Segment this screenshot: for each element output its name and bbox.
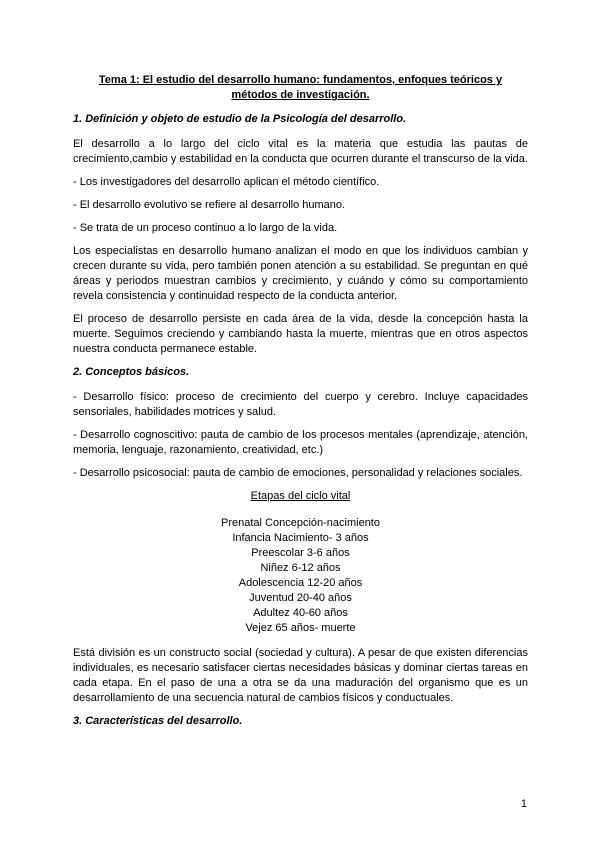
section-2-heading: 2. Conceptos básicos. — [73, 366, 190, 378]
section-1-bullet-1: - Los investigadores del desarrollo aplican el método científico. — [73, 176, 380, 188]
section-1-paragraph-1: El desarrollo a lo largo del ciclo vital es la materia que estudia las pautas de crecimiento,cambio y estabilidad en la conducta que ocurren durante el transcurso de la vida. — [73, 138, 528, 165]
section-1-paragraph-2: Los especialistas en desarrollo humano analizan el modo en que los individuos cambian y crecen durante su vida, pero también ponen atención a su estabilidad. Se preguntan en qué áreas y periodos muestran cambios y crecimiento, y cuándo y cómo su comportamiento revela consistencia y continuidad respecto de la conducta anterior. — [73, 245, 528, 302]
section-2-physical-development: - Desarrollo físico: proceso de crecimiento del cuerpo y cerebro. Incluye capacidades sensoriales, habilidades motrices y salud. — [73, 391, 528, 418]
section-1-bullet-2: - El desarrollo evolutivo se refiere al desarrollo humano. — [73, 199, 346, 211]
title-line-2: métodos de investigación. — [231, 89, 370, 101]
section-1-paragraph-3: El proceso de desarrollo persiste en cada área de la vida, desde la concepción hasta la muerte. Seguimos creciendo y cambiando hasta la muerte, mientras que en otros aspectos nuestra conducta permanece estable. — [73, 313, 528, 355]
stage-item: Adolescencia 12-20 años — [238, 577, 363, 589]
title-line-1: Tema 1: El estudio del desarrollo humano: fundamentos, enfoques teóricos y — [98, 74, 503, 86]
stage-item: Niñez 6-12 años — [260, 562, 341, 574]
document-title — [73, 73, 528, 103]
stages-title: Etapas del ciclo vital — [250, 490, 351, 502]
section-2-psychosocial-development: - Desarrollo psicosocial: pauta de cambio de emociones, personalidad y relaciones sociales. — [73, 467, 523, 479]
stages-list — [73, 516, 528, 636]
section-2-cognitive-development: - Desarrollo cognoscitivo: pauta de cambio de los procesos mentales (aprendizaje, atención, memoria, lenguaje, razonamiento, creatividad, etc.) — [73, 429, 528, 456]
section-3-heading: 3. Características del desarrollo. — [73, 715, 243, 727]
section-1-bullet-3: - Se trata de un proceso continuo a lo largo de la vida. — [73, 222, 338, 234]
stage-item: Prenatal Concepción-nacimiento — [221, 517, 380, 529]
stage-item: Infancia Nacimiento- 3 años — [232, 532, 369, 544]
section-2-closing-paragraph: Está división es un constructo social (sociedad y cultura). A pesar de que existen diferencias individuales, es necesario satisfacer ciertas necesidades básicas y dominar ciertas tareas en cada etapa. En el paso de una a otra se da una maduración del organismo que es un desarrollamiento de una secuencia natural de cambios físicos y conductuales. — [73, 647, 528, 704]
stage-item: Vejez 65 años- muerte — [245, 622, 356, 634]
stage-item: Juventud 20-40 años — [249, 592, 352, 604]
section-1-heading: 1. Definición y objeto de estudio de la Psicología del desarrollo. — [73, 113, 407, 125]
page-number: 1 — [520, 798, 527, 810]
page-content — [73, 73, 528, 739]
stage-item: Preescolar 3-6 años — [251, 547, 350, 559]
stage-item: Adultez 40-60 años — [253, 607, 348, 619]
